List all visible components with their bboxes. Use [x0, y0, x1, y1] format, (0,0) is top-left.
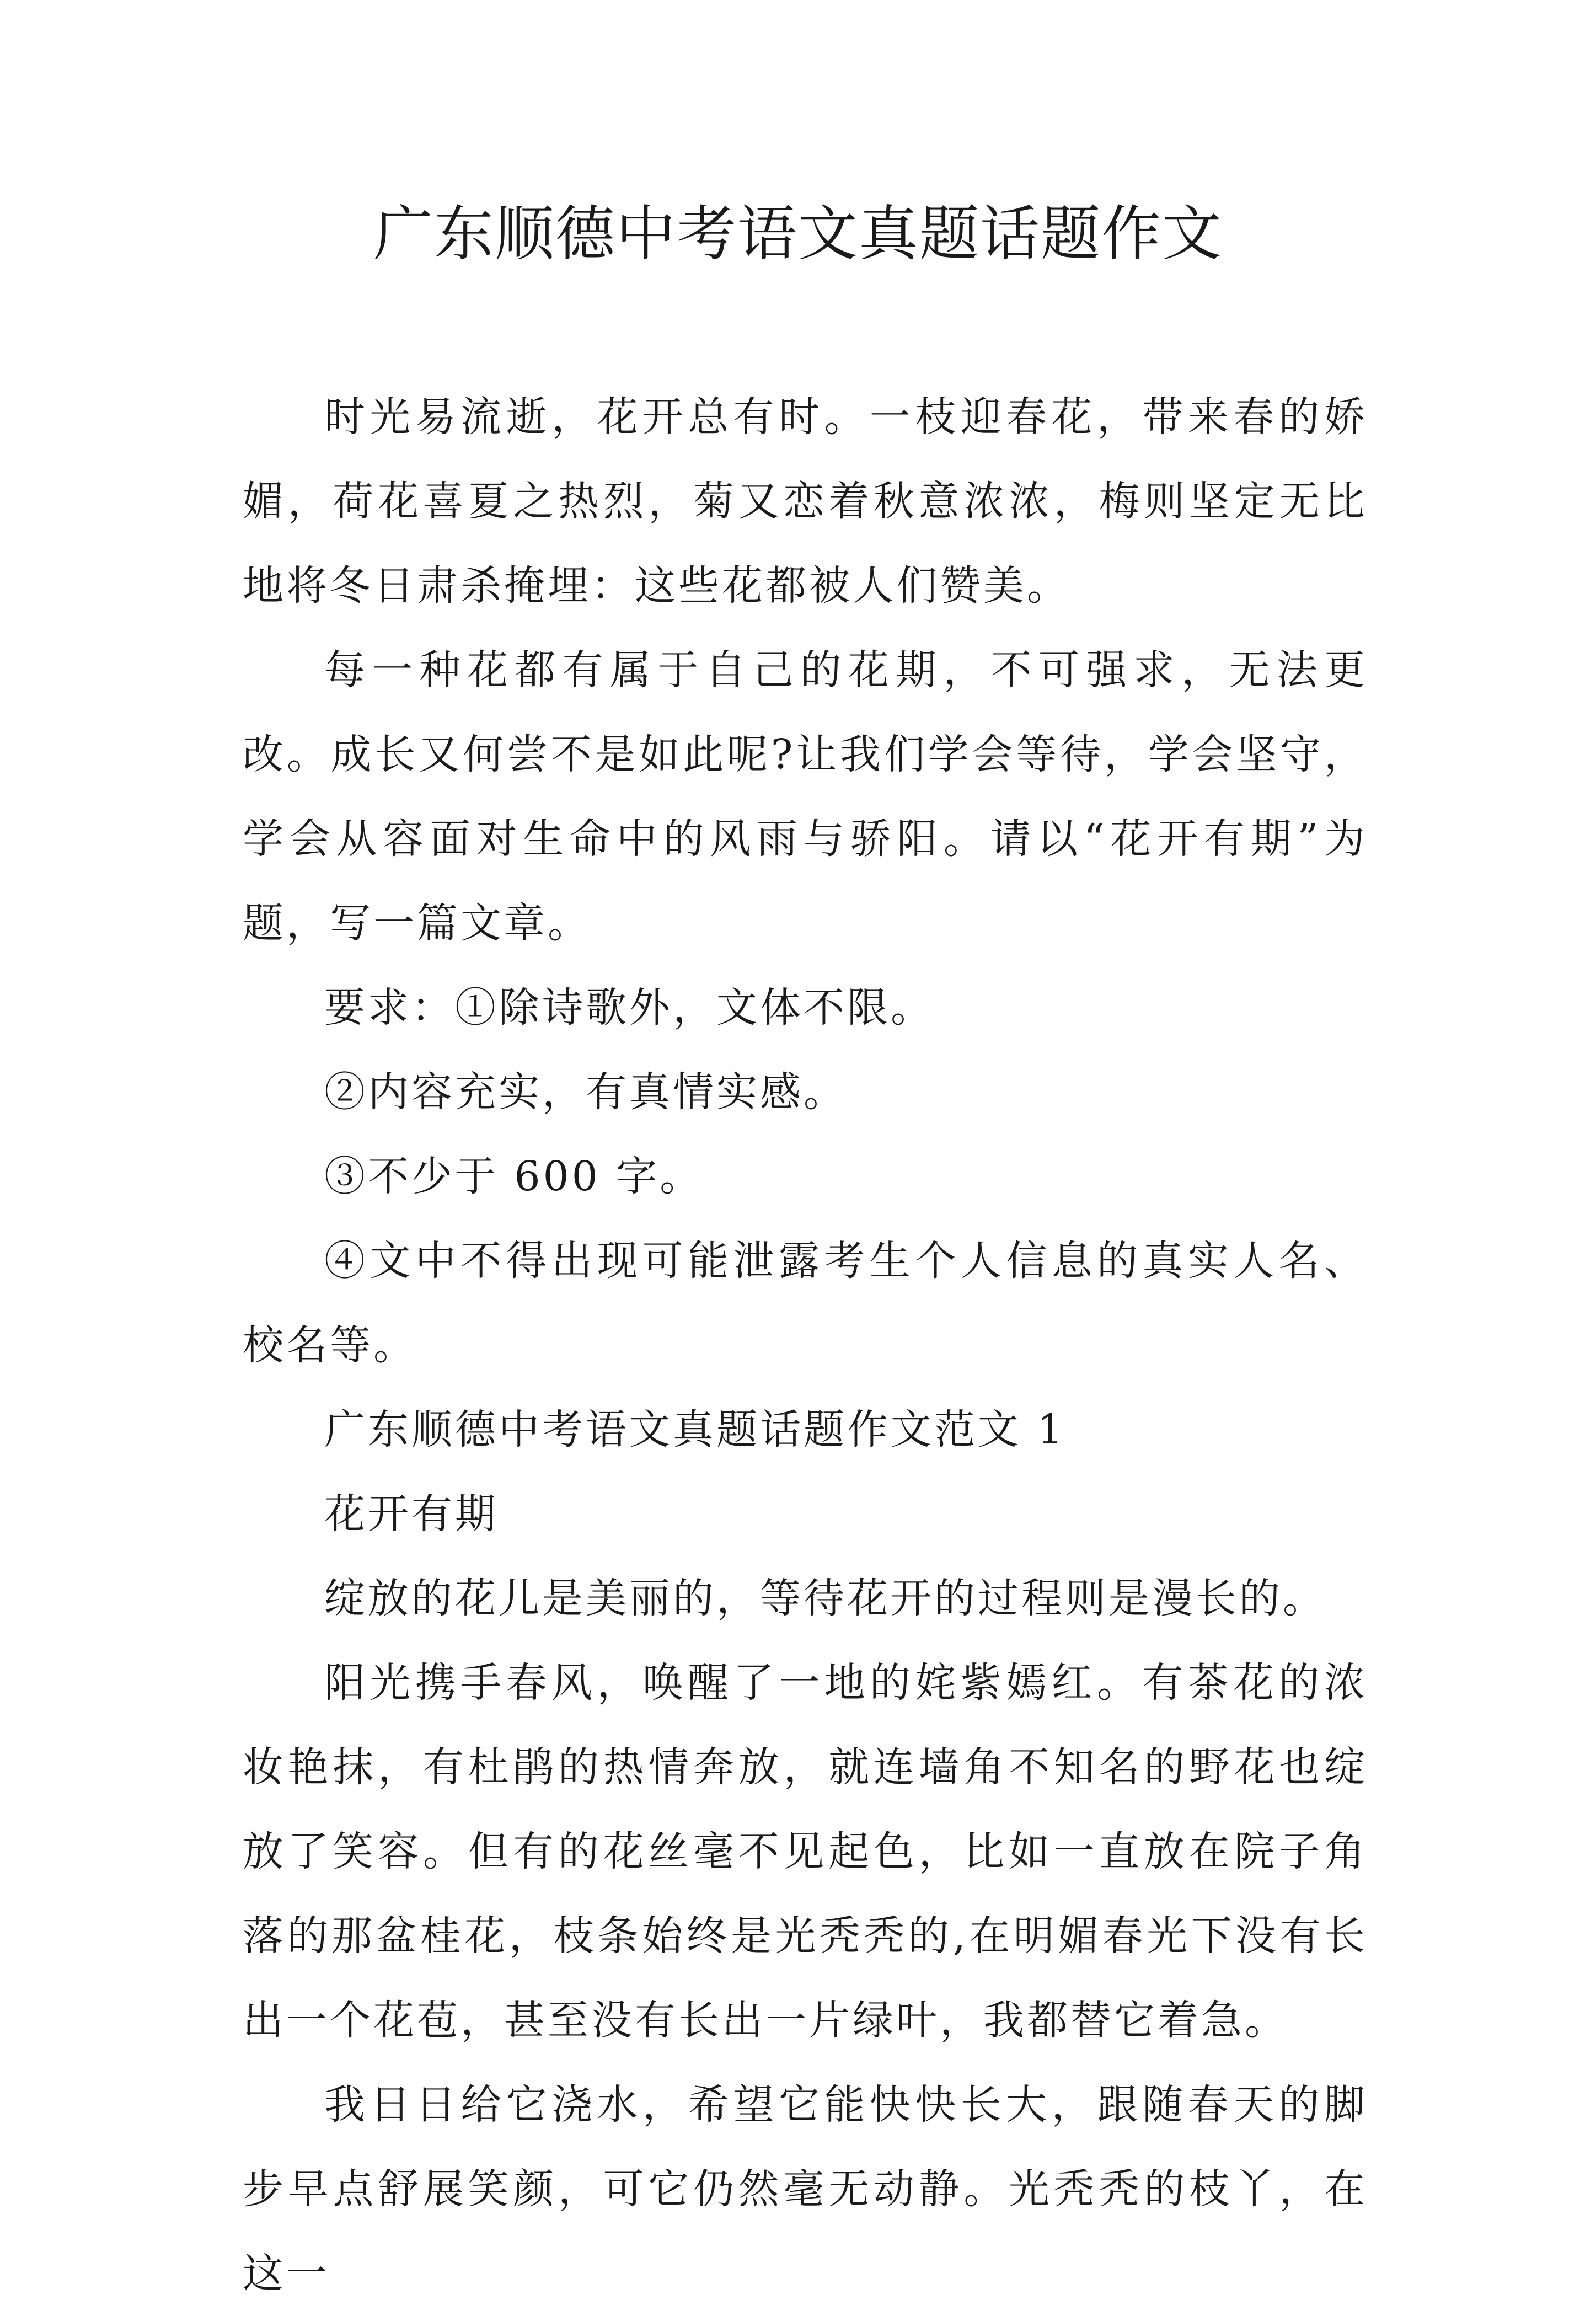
document-title: 广东顺德中考语文真题话题作文 [373, 200, 1223, 269]
paragraph-requirement-4: ④文中不得出现可能泄露考生个人信息的真实人名、校名等。 [243, 1237, 1368, 1369]
document-body [243, 375, 1368, 2316]
sample-essay-heading: 广东顺德中考语文真题话题作文范文 1 [324, 1406, 1066, 1453]
paragraph-intro: 时光易流逝，花开总有时。一枝迎春花，带来春的娇媚，荷花喜夏之热烈，菊又恋着秋意浓浓，梅则坚定无比地将冬日肃杀掩埋：这些花都被人们赞美。 [243, 393, 1368, 609]
paragraph-essay-1: 绽放的花儿是美丽的，等待花开的过程则是漫长的。 [324, 1575, 1326, 1622]
paragraph-essay-2: 阳光携手春风，唤醒了一地的姹紫嫣红。有茶花的浓妆艳抹，有杜鹃的热情奔放，就连墙角不知名的野花也绽放了笑容。但有的花丝毫不见起色，比如一直放在院子角落的那盆桂花，枝条始终是光秃秃的,在明媚春光下没有长出一个花苞，甚至没有长出一片绿叶，我都替它着急。 [243, 1659, 1368, 2044]
paragraph-essay-3: 我日日给它浇水，希望它能快快长大，跟随春天的脚步早点舒展笑颜，可它仍然毫无动静。光秃秃的枝丫，在这一 [243, 2081, 1368, 2297]
paragraph-requirement-2: ②内容充实，有真情实感。 [324, 1068, 847, 1116]
paragraph-prompt: 每一种花都有属于自己的花期，不可强求，无法更改。成长又何尝不是如此呢?让我们学会等待，学会坚守，学会从容面对生命中的风雨与骄阳。请以“花开有期”为题，写一篇文章。 [243, 646, 1368, 947]
paragraph-requirement-3: ③不少于 600 字。 [324, 1153, 704, 1200]
sample-essay-title: 花开有期 [324, 1490, 499, 1538]
paragraph-requirement-1: 要求：①除诗歌外，文体不限。 [324, 984, 934, 1031]
